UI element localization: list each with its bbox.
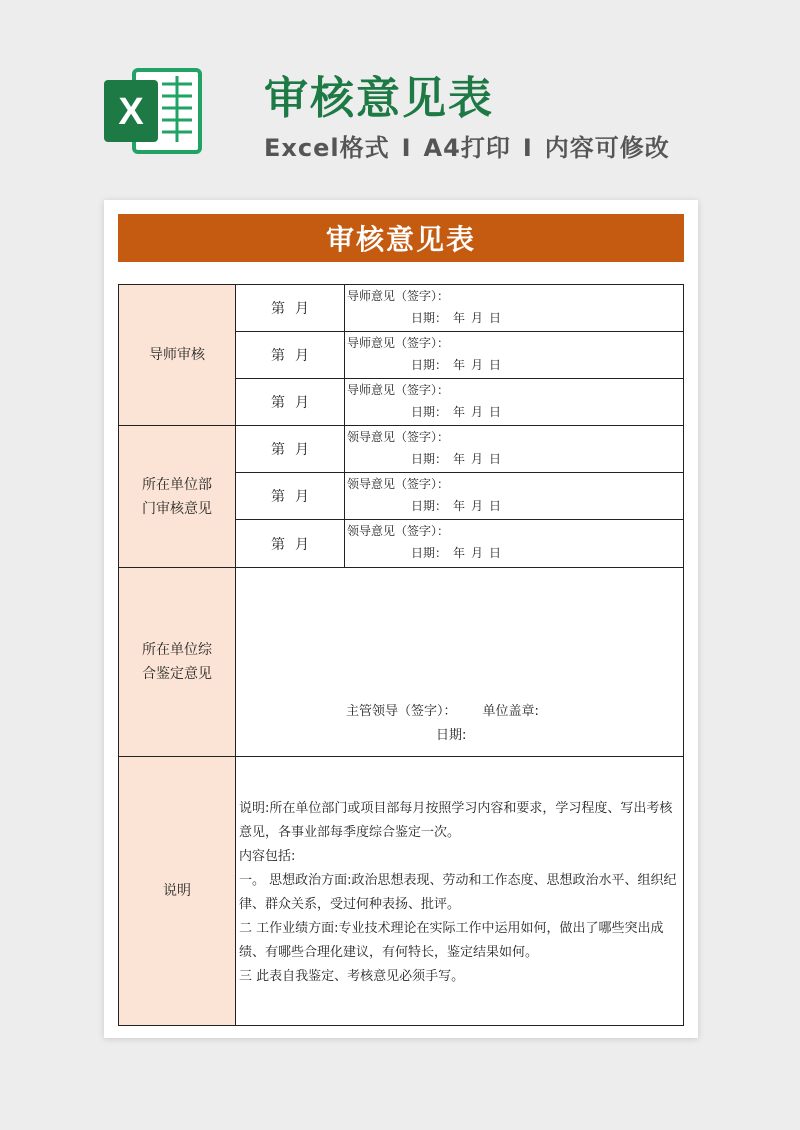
notes-line: 二 工作业绩方面:专业技术理论在实际工作中运用如何，做出了哪些突出成绩、有哪些合理化建议，有何特长，鉴定结果如何。 [239, 921, 664, 960]
subtitle-separator: I [401, 134, 412, 162]
svg-text:X: X [118, 91, 144, 133]
notes-line: 三 此表自我鉴定、考核意见必须手写。 [239, 969, 465, 984]
notes-cell [235, 756, 684, 1026]
unit-seal-label: 单位盖章: [482, 704, 539, 719]
opinion-cell[interactable]: 导师意见（签字）： 日期： 年 月 日 [344, 378, 684, 426]
page-title: 审核意见表 [264, 73, 494, 124]
supervisor-signature-label: 主管领导（签字）： [346, 704, 457, 719]
excel-icon [104, 66, 204, 156]
section-label-department: 所在单位部门审核意见 [118, 425, 236, 568]
month-cell[interactable]: 第 月 [235, 519, 345, 568]
section-label-advisor: 导师审核 [118, 284, 236, 426]
month-cell[interactable]: 第 月 [235, 472, 345, 520]
section-label-comprehensive: 所在单位综合鉴定意见 [118, 567, 236, 757]
notes-line: 一。 思想政治方面:政治思想表现、劳动和工作态度、思想政治水平、组织纪律、群众关系，受过何种表扬、批评。 [239, 873, 677, 912]
opinion-cell[interactable]: 领导意见（签字）： 日期： 年 月 日 [344, 472, 684, 520]
opinion-cell[interactable]: 领导意见（签字）： 日期： 年 月 日 [344, 519, 684, 568]
subtitle-separator: I [522, 134, 533, 162]
form-title: 审核意见表 [118, 214, 684, 262]
page-subtitle [264, 128, 670, 163]
notes-line: 说明:所在单位部门或项目部每月按照学习内容和要求，学习程度、写出考核意见，各事业部每季度综合鉴定一次。 [239, 801, 673, 840]
subtitle-editable: 内容可修改 [544, 134, 670, 162]
month-cell[interactable]: 第 月 [235, 284, 345, 332]
month-cell[interactable]: 第 月 [235, 331, 345, 379]
month-cell[interactable]: 第 月 [235, 378, 345, 426]
opinion-cell[interactable]: 导师意见（签字）： 日期： 年 月 日 [344, 331, 684, 379]
comprehensive-opinion-cell[interactable] [235, 567, 684, 757]
subtitle-print: A4打印 [423, 134, 511, 162]
notes-line: 内容包括: [239, 849, 296, 864]
subtitle-format: Excel格式 [264, 134, 390, 162]
appraisal-date-label: 日期: [436, 728, 467, 743]
section-label-notes: 说明 [118, 756, 236, 1026]
opinion-cell[interactable]: 领导意见（签字）： 日期： 年 月 日 [344, 425, 684, 473]
form-sheet [104, 200, 698, 1038]
month-cell[interactable]: 第 月 [235, 425, 345, 473]
page-header [0, 0, 800, 200]
opinion-cell[interactable]: 导师意见（签字）： 日期： 年 月 日 [344, 284, 684, 332]
